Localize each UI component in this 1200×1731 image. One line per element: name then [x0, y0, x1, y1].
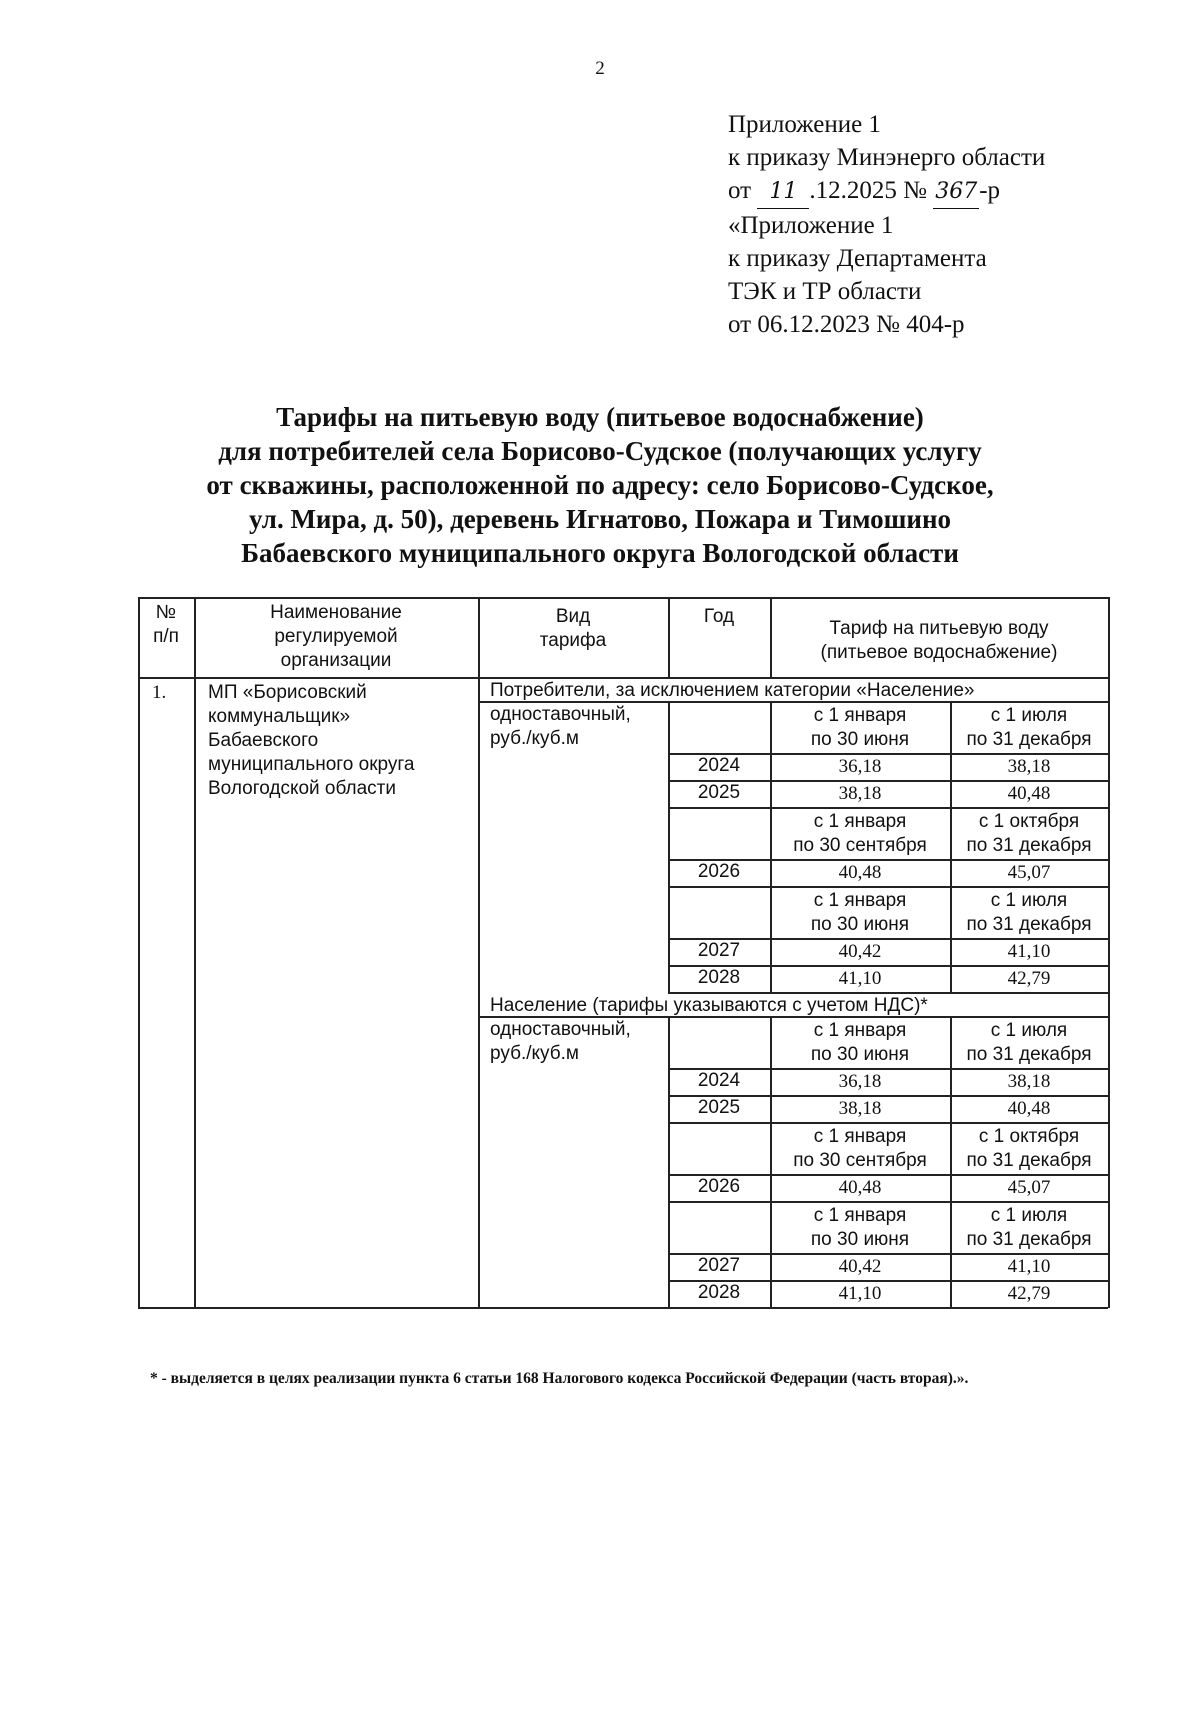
year-cell [668, 1096, 770, 1120]
period-label-line: по 31 декабря [966, 835, 1092, 856]
year-cell [668, 1069, 770, 1093]
year-cell-line: 2025 [697, 1097, 741, 1118]
tariff-value [950, 755, 1108, 779]
year-column-border [668, 1016, 670, 1307]
tariff-value-line: 40,48 [1007, 1098, 1051, 1119]
half-year-column-border [950, 701, 952, 992]
period-label-line: с 1 октября [978, 1126, 1080, 1147]
page-number: 2 [595, 58, 605, 79]
order-number-handwritten: 367 [933, 175, 979, 209]
tariff-value [770, 755, 950, 779]
appendix-line: Приложение 1 [728, 111, 881, 138]
title-line: от скважины, расположенной по адресу: село Борисово-Судское, [206, 470, 994, 500]
period-label-line: по 30 июня [810, 914, 910, 935]
period-label [950, 1019, 1108, 1067]
row-border [668, 886, 1108, 888]
appendix-line: от 06.12.2023 № 404-р [728, 311, 965, 338]
title-line: ул. Мира, д. 50), деревень Игнатово, Пожара и Тимошино [248, 504, 952, 534]
header-org-line: Наименование [270, 602, 402, 623]
header-num-line: п/п [153, 626, 179, 647]
header-num [138, 601, 194, 649]
order-date-mid: .12.2025 № [809, 177, 934, 204]
table-bottom-border [138, 1307, 478, 1309]
half-year-column-border [950, 1016, 952, 1307]
tariff-value [950, 861, 1108, 885]
organization-name-line: коммунальщик» [208, 706, 351, 727]
appendix-line: «Приложение 1 [728, 212, 894, 239]
row-border [668, 1122, 1108, 1124]
title-line: для потребителей села Борисово-Судское (получающих услугу [218, 436, 982, 466]
appendix-line: ТЭК и ТР области [728, 278, 922, 305]
year-cell [668, 1281, 770, 1305]
section-title-line: Потребители, за исключением категории «Население» [490, 680, 975, 701]
document-title [0, 400, 1200, 570]
tariff-value-line: 41,10 [838, 968, 882, 989]
period-label-line: с 1 января [813, 705, 907, 726]
period-label [950, 1125, 1108, 1173]
title-line: Тарифы на питьевую воду (питьевое водоснабжение) [276, 402, 924, 432]
organization-name [208, 681, 414, 801]
year-cell [668, 1254, 770, 1278]
tariff-value-line: 42,79 [1007, 968, 1051, 989]
tariff-type-line: одноставочный, [490, 704, 631, 725]
period-label [950, 704, 1108, 752]
table-bottom-border [478, 1307, 668, 1309]
tariff-type [490, 703, 631, 751]
tariff-column-border [770, 701, 772, 992]
header-org-line: организации [280, 650, 392, 671]
tariff-value-line: 40,48 [1007, 783, 1051, 804]
tariff-value [770, 1255, 950, 1279]
tariff-value-line: 40,42 [838, 941, 882, 962]
row-number [152, 681, 166, 705]
header-org [194, 601, 478, 673]
period-label-line: с 1 июля [990, 1205, 1068, 1226]
section-title [490, 994, 928, 1018]
tariff-value [950, 782, 1108, 806]
table-right-border [1108, 597, 1110, 1308]
tariff-value [950, 1176, 1108, 1200]
title-line: Бабаевского муниципального округа Вологодской области [241, 538, 959, 568]
period-label-line: по 30 июня [810, 1229, 910, 1250]
period-label-line: по 30 июня [810, 1044, 910, 1065]
appendix-line: к приказу Департамента [728, 245, 987, 272]
type-column-border [478, 597, 480, 1307]
header-num-line: № [155, 602, 177, 623]
organization-name-line: Бабаевского [208, 730, 319, 751]
period-label-line: по 31 декабря [966, 1229, 1092, 1250]
tariff-column-border [770, 597, 772, 677]
row-border [668, 1201, 1108, 1203]
table-top-border [138, 597, 1108, 599]
year-cell [668, 754, 770, 778]
period-label [950, 1204, 1108, 1252]
tariff-value-line: 45,07 [1007, 862, 1051, 883]
tariff-type-line: руб./куб.м [490, 728, 579, 749]
header-type-line: тарифа [539, 630, 607, 651]
year-cell-line: 2024 [697, 1070, 741, 1091]
header-tariff-line: (питьевое водоснабжение) [820, 642, 1058, 663]
tariff-value [770, 940, 950, 964]
year-cell-line: 2027 [697, 940, 741, 961]
period-label-line: по 30 сентября [793, 1150, 927, 1171]
year-cell [668, 966, 770, 990]
period-label-line: с 1 октября [978, 811, 1080, 832]
period-label [770, 810, 950, 858]
header-year-line: Год [703, 606, 735, 627]
org-column-border [194, 597, 196, 1307]
year-column-border [668, 701, 670, 992]
period-label-line: с 1 января [813, 1126, 907, 1147]
tariff-value [770, 782, 950, 806]
period-label-line: с 1 января [813, 890, 907, 911]
tariff-value-line: 42,79 [1007, 1283, 1051, 1304]
tariff-value-line: 36,18 [838, 1071, 882, 1092]
period-label [770, 889, 950, 937]
year-column-border [668, 597, 670, 677]
period-label-line: с 1 января [813, 811, 907, 832]
tariff-value [770, 1070, 950, 1094]
header-type [478, 605, 668, 653]
tariff-value-line: 41,10 [1007, 1256, 1051, 1277]
tariff-table [138, 597, 1110, 1327]
footnote: * - выделяется в целях реализации пункта 6 статьи 168 Налогового кодекса Российской Федерации (часть вторая).». [150, 1370, 969, 1387]
appendix-line: к приказу Минэнерго области [728, 144, 1046, 171]
tariff-value-line: 38,18 [838, 783, 882, 804]
header-org-line: регулируемой [274, 626, 398, 647]
year-cell-line: 2025 [697, 782, 741, 803]
period-label [770, 704, 950, 752]
table-left-border [138, 597, 140, 1307]
tariff-column-border [770, 1016, 772, 1307]
tariff-value-line: 38,18 [838, 1098, 882, 1119]
order-date-prefix: от [728, 177, 758, 204]
tariff-value-line: 40,48 [838, 862, 882, 883]
period-label-line: с 1 июля [990, 705, 1068, 726]
section-title-line: Население (тарифы указываются с учетом НДС)* [490, 995, 928, 1016]
row-number-line: 1. [152, 682, 167, 703]
appendix-block [728, 108, 1045, 341]
header-tariff-line: Тариф на питьевую воду [829, 618, 1049, 639]
tariff-value [770, 1282, 950, 1306]
tariff-value-line: 40,42 [838, 1256, 882, 1277]
period-label-line: по 30 июня [810, 729, 910, 750]
row-border [668, 807, 1108, 809]
period-label-line: по 31 декабря [966, 729, 1092, 750]
tariff-value [950, 1282, 1108, 1306]
year-cell-line: 2028 [697, 1282, 741, 1303]
organization-name-line: муниципального округа [208, 754, 415, 775]
tariff-value [770, 1097, 950, 1121]
period-label-line: с 1 января [813, 1020, 907, 1041]
year-cell-line: 2027 [697, 1255, 741, 1276]
period-label-line: по 31 декабря [966, 1044, 1092, 1065]
period-label [770, 1204, 950, 1252]
year-cell [668, 860, 770, 884]
tariff-value-line: 38,18 [1007, 756, 1051, 777]
tariff-value-line: 38,18 [1007, 1071, 1051, 1092]
period-label [770, 1125, 950, 1173]
period-label-line: с 1 января [813, 1205, 907, 1226]
tariff-type-line: одноставочный, [490, 1019, 631, 1040]
organization-name-line: МП «Борисовский [208, 682, 367, 703]
period-label [950, 810, 1108, 858]
tariff-value [770, 967, 950, 991]
tariff-type [490, 1018, 631, 1066]
tariff-value [770, 1176, 950, 1200]
section-title [490, 679, 974, 703]
year-cell [668, 781, 770, 805]
organization-name-line: Вологодской области [208, 778, 396, 799]
period-label [770, 1019, 950, 1067]
order-day-handwritten: 11 [757, 175, 809, 209]
period-label-line: по 31 декабря [966, 914, 1092, 935]
row-border [668, 1307, 1108, 1309]
tariff-value-line: 40,48 [838, 1177, 882, 1198]
tariff-value-line: 41,10 [838, 1283, 882, 1304]
order-number-suffix: -р [979, 177, 1001, 204]
tariff-value [950, 1097, 1108, 1121]
tariff-value [950, 1255, 1108, 1279]
tariff-value [950, 940, 1108, 964]
tariff-value-line: 41,10 [1007, 941, 1051, 962]
period-label [950, 889, 1108, 937]
header-year [668, 605, 770, 629]
tariff-value-line: 36,18 [838, 756, 882, 777]
period-label-line: по 31 декабря [966, 1150, 1092, 1171]
tariff-value-line: 45,07 [1007, 1177, 1051, 1198]
period-label-line: с 1 июля [990, 890, 1068, 911]
period-label-line: с 1 июля [990, 1020, 1068, 1041]
year-cell-line: 2028 [697, 967, 741, 988]
year-cell-line: 2026 [697, 1176, 741, 1197]
tariff-value [950, 967, 1108, 991]
header-type-line: Вид [555, 606, 591, 627]
year-cell-line: 2024 [697, 755, 741, 776]
year-cell [668, 939, 770, 963]
period-label-line: по 30 сентября [793, 835, 927, 856]
year-cell-line: 2026 [697, 861, 741, 882]
tariff-value [950, 1070, 1108, 1094]
order-date-line [728, 174, 1045, 209]
tariff-type-line: руб./куб.м [490, 1043, 579, 1064]
header-tariff [770, 617, 1108, 665]
year-cell [668, 1175, 770, 1199]
tariff-value [770, 861, 950, 885]
